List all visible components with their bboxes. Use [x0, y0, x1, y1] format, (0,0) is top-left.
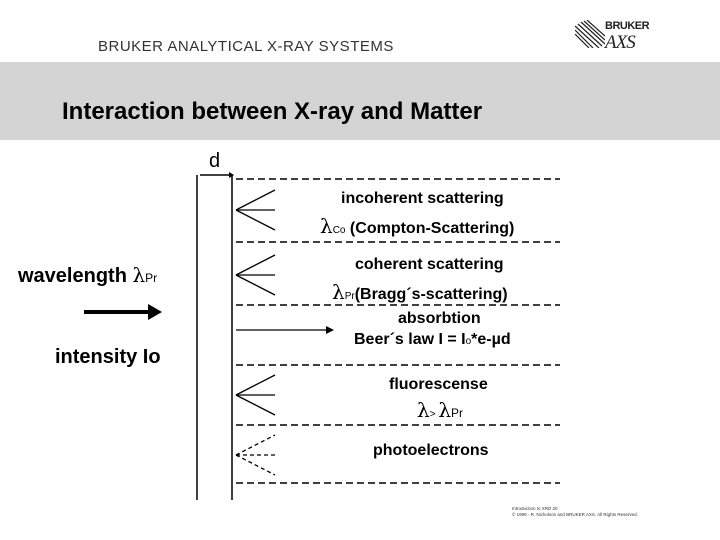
- logo-bottom-text: AXS: [605, 32, 635, 53]
- coherent-scattering-label: coherent scattering: [355, 256, 504, 273]
- intensity-label: intensity Io: [55, 346, 161, 368]
- fluorescence-label: fluorescense: [389, 376, 488, 393]
- logo-top-text: BRUKER: [605, 20, 650, 32]
- absorption-label: absorbtion: [398, 310, 481, 327]
- photoelectrons-label: photoelectrons: [373, 442, 489, 459]
- incident-beam-arrow-head: [148, 304, 162, 320]
- slide-title: Interaction between X-ray and Matter: [62, 98, 483, 125]
- wavelength-label: wavelength λPr: [18, 263, 158, 287]
- beers-law-label: Beer´s law I = Io*e-µd: [354, 331, 511, 348]
- compton-scattering-label: λCo (Compton-Scattering): [320, 214, 515, 238]
- photoelectron-rays: [236, 435, 275, 475]
- footer-notice: [512, 506, 638, 518]
- fluorescence-rays: [236, 375, 275, 415]
- footer-line-1: Introduction to XRD 20: [512, 506, 558, 511]
- thickness-label: d: [209, 150, 221, 172]
- bragg-scattering-label: λPr(Bragg´s-scattering): [332, 280, 508, 304]
- company-name: BRUKER ANALYTICAL X-RAY SYSTEMS: [98, 38, 394, 55]
- absorption-beam-head: [326, 326, 334, 334]
- incoherent-scattering-label: incoherent scattering: [341, 190, 504, 207]
- footer-line-2: © 1999 - R. Nicholson and BRUKER AXS. All Rights Reserved.: [512, 512, 638, 517]
- coherent-rays: [236, 255, 275, 295]
- fluorescence-wavelength-label: λ> λPr: [417, 398, 463, 422]
- incoherent-rays: [236, 190, 275, 230]
